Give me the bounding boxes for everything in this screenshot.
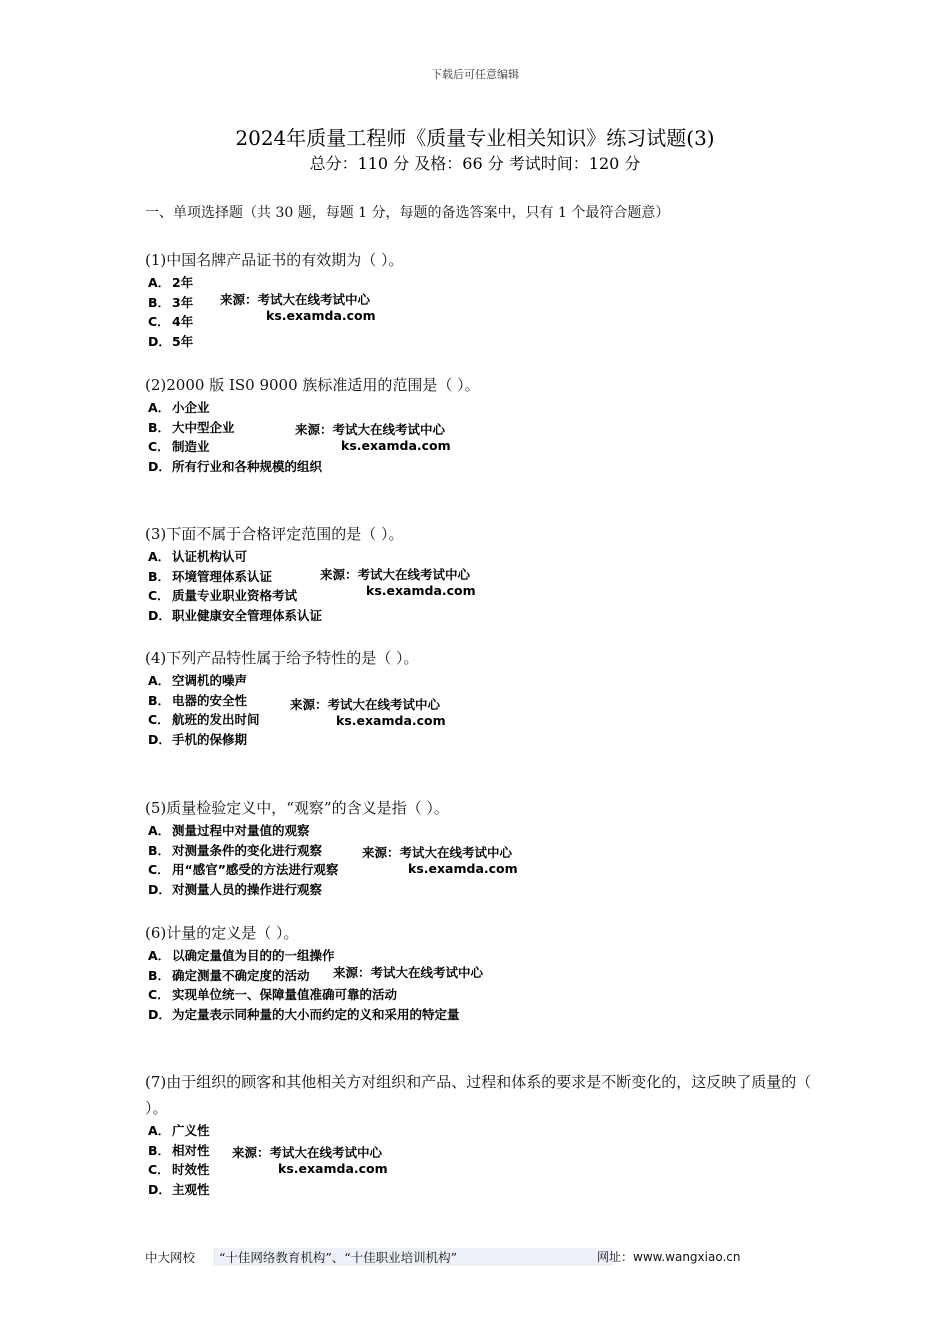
option-text: 广义性 (172, 1123, 210, 1138)
option-letter: C． (148, 1162, 170, 1177)
option-letter: C． (148, 588, 170, 603)
source-url: ks.examda.com (266, 308, 376, 323)
option-letter: D． (148, 1181, 171, 1197)
source-label: 来源：考试大在线考试中心 (232, 1145, 383, 1160)
option-text: 4年 (172, 314, 194, 329)
option-b[interactable] (145, 567, 825, 587)
option-c[interactable] (145, 985, 825, 1005)
source-label: 来源：考试大在线考试中心 (220, 292, 371, 307)
source-url: ks.examda.com (366, 583, 476, 598)
option-letter: A． (148, 275, 171, 290)
source-label: 来源：考试大在线考试中心 (320, 567, 471, 582)
option-letter: D． (148, 333, 171, 349)
option-d[interactable] (145, 332, 825, 352)
option-list (145, 547, 825, 625)
option-text: 空调机的噪声 (172, 673, 248, 688)
option-letter: B． (148, 692, 171, 708)
option-text: 对测量条件的变化进行观察 (172, 842, 323, 858)
source-watermark (362, 845, 518, 877)
source-label: 来源：考试大在线考试中心 (290, 697, 441, 712)
option-letter: D． (148, 881, 171, 897)
option-letter: A． (148, 673, 171, 688)
option-a[interactable] (145, 547, 825, 567)
option-a[interactable] (145, 1121, 825, 1141)
option-letter: B． (148, 419, 171, 435)
exam-title: 2024年质量工程师《质量专业相关知识》练习试题(3) (235, 126, 715, 150)
source-label: 来源：考试大在线考试中心 (295, 422, 446, 437)
option-text: 所有行业和各种规模的组织 (172, 458, 323, 474)
option-letter: D． (148, 458, 171, 474)
option-c[interactable] (145, 710, 825, 730)
option-text: 用“感官”感受的方法进行观察 (172, 862, 339, 877)
option-d[interactable] (145, 1180, 825, 1200)
option-d[interactable] (145, 730, 825, 750)
exam-meta: 总分：110 分 及格：66 分 考试时间：120 分 (309, 154, 641, 173)
option-text: 为定量表示同种量的大小而约定的义和采用的特定量 (172, 1006, 460, 1022)
option-text: 质量专业职业资格考试 (172, 588, 298, 603)
option-b[interactable] (145, 418, 825, 438)
option-letter: B． (148, 568, 171, 584)
option-text: 确定测量不确定度的活动 (172, 967, 310, 983)
option-letter: C． (148, 439, 170, 454)
question-7 (145, 1069, 825, 1199)
source-label: 来源：考试大在线考试中心 (333, 965, 484, 980)
question-stem: (5)质量检验定义中，“观察”的含义是指（ ）。 (145, 799, 449, 817)
section-title: 一、单项选择题（共 30 题，每题 1 分，每题的备选答案中，只有 1 个最符合题意） (145, 205, 670, 221)
option-a[interactable] (145, 398, 825, 418)
source-label: 来源：考试大在线考试中心 (362, 845, 513, 860)
option-text: 对测量人员的操作进行观察 (172, 881, 323, 897)
option-letter: D． (148, 607, 171, 623)
option-letter: D． (148, 731, 171, 747)
footer-slogan: “十佳网络教育机构”、“十佳职业培训机构” (213, 1248, 613, 1266)
question-stem: (6)计量的定义是（ ）。 (145, 924, 299, 942)
option-a[interactable] (145, 273, 825, 293)
option-text: 2年 (172, 275, 194, 290)
source-url: ks.examda.com (341, 438, 451, 453)
footer-website[interactable]: 网址：www.wangxiao.cn (597, 1250, 741, 1264)
question-stem: (4)下列产品特性属于给予特性的是（ ）。 (145, 649, 419, 667)
option-letter: A． (148, 549, 171, 564)
source-url: ks.examda.com (336, 713, 446, 728)
option-letter: D． (148, 1006, 171, 1022)
option-text: 电器的安全性 (172, 692, 248, 708)
option-letter: A． (148, 400, 171, 415)
option-text: 职业健康安全管理体系认证 (172, 607, 323, 623)
source-url: ks.examda.com (278, 1161, 388, 1176)
question-6 (145, 920, 825, 1024)
question-stem: (2)2000 版 IS0 9000 族标准适用的范围是（ ）。 (145, 376, 480, 394)
option-text: 小企业 (172, 400, 210, 415)
option-text: 时效性 (172, 1162, 210, 1177)
option-text: 手机的保修期 (172, 731, 248, 747)
option-c[interactable] (145, 437, 825, 457)
option-letter: B． (148, 294, 171, 310)
option-text: 相对性 (172, 1142, 210, 1158)
option-letter: A． (148, 823, 171, 838)
option-letter: C． (148, 862, 170, 877)
option-list (145, 398, 825, 476)
option-a[interactable] (145, 946, 825, 966)
option-letter: A． (148, 948, 171, 963)
source-url: ks.examda.com (408, 861, 518, 876)
footer-school: 中大网校 (145, 1250, 196, 1265)
question-4 (145, 645, 825, 749)
option-letter: B． (148, 967, 171, 983)
option-list (145, 946, 825, 1024)
option-text: 测量过程中对量值的观察 (172, 823, 310, 838)
option-letter: C． (148, 712, 170, 727)
option-c[interactable] (145, 586, 825, 606)
option-letter: A． (148, 1123, 171, 1138)
source-watermark (220, 292, 376, 324)
option-a[interactable] (145, 821, 825, 841)
option-d[interactable] (145, 880, 825, 900)
option-text: 制造业 (172, 439, 210, 454)
top-note: 下载后可任意编辑 (431, 68, 519, 81)
option-text: 3年 (172, 294, 194, 310)
option-text: 实现单位统一、保障量值准确可靠的活动 (172, 987, 398, 1002)
question-stem: (7)由于组织的顾客和其他相关方对组织和产品、过程和体系的要求是不断变化的，这反映了质量的（ ）。 (145, 1073, 812, 1117)
option-d[interactable] (145, 457, 825, 477)
question-stem: (1)中国名牌产品证书的有效期为（ ）。 (145, 251, 404, 269)
source-watermark (333, 965, 483, 981)
question-stem: (3)下面不属于合格评定范围的是（ ）。 (145, 525, 404, 543)
option-text: 航班的发出时间 (172, 712, 260, 727)
question-2 (145, 372, 825, 476)
page-footer (145, 1248, 805, 1266)
option-text: 环境管理体系认证 (172, 568, 273, 584)
option-d[interactable] (145, 1005, 825, 1025)
source-watermark (295, 422, 451, 454)
option-b[interactable] (145, 966, 825, 986)
source-watermark (320, 567, 476, 599)
source-watermark (290, 697, 446, 729)
option-text: 主观性 (172, 1181, 210, 1197)
question-3 (145, 521, 825, 625)
option-d[interactable] (145, 606, 825, 626)
option-b[interactable] (145, 691, 825, 711)
option-letter: B． (148, 1142, 171, 1158)
option-a[interactable] (145, 671, 825, 691)
option-letter: C． (148, 314, 170, 329)
option-text: 认证机构认可 (172, 549, 248, 564)
option-letter: B． (148, 842, 171, 858)
option-text: 5年 (172, 333, 194, 349)
option-text: 大中型企业 (172, 419, 235, 435)
option-list (145, 671, 825, 749)
source-watermark (232, 1145, 388, 1177)
option-letter: C． (148, 987, 170, 1002)
option-text: 以确定量值为目的的一组操作 (172, 948, 335, 963)
